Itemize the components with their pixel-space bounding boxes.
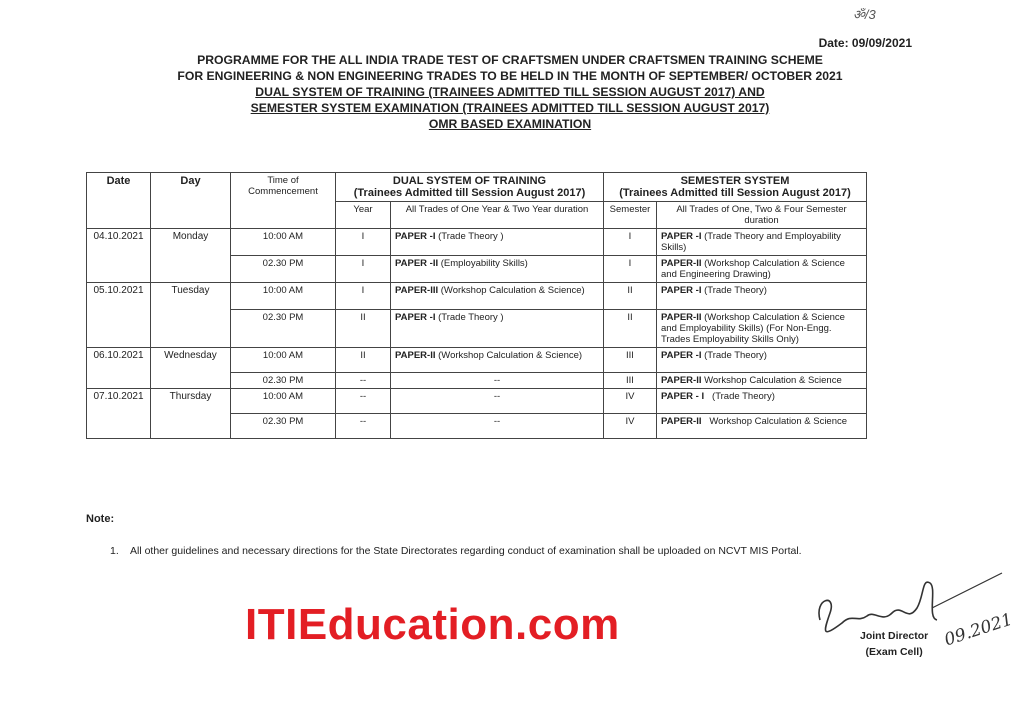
paper-desc: -- bbox=[493, 375, 501, 386]
paper-desc: (Workshop Calculation & Science and Engineering Drawing) bbox=[661, 258, 845, 280]
table-row bbox=[87, 283, 867, 310]
paper-desc: (Trade Theory) bbox=[701, 350, 767, 361]
time-cell: 02.30 PM bbox=[231, 310, 336, 348]
paper-label: PAPER -I bbox=[661, 231, 702, 242]
dual-paper-cell bbox=[391, 229, 604, 256]
year-cell: -- bbox=[336, 389, 391, 414]
year-cell: -- bbox=[336, 414, 391, 439]
day-cell: Thursday bbox=[151, 389, 231, 439]
title-line-3: DUAL SYSTEM OF TRAINING (TRAINEES ADMITTED TILL SESSION AUGUST 2017) AND bbox=[255, 85, 765, 99]
dual-paper-cell bbox=[391, 256, 604, 283]
semester-cell: II bbox=[604, 310, 657, 348]
time-cell: 10:00 AM bbox=[231, 229, 336, 256]
table-header-row bbox=[87, 173, 867, 202]
paper-desc: (Workshop Calculation & Science) bbox=[435, 350, 583, 361]
note-text: All other guidelines and necessary directions for the State Directorates regarding conduct of examination shall be uploaded on NCVT MIS Portal. bbox=[130, 545, 802, 557]
header-semester-system bbox=[604, 173, 867, 202]
paper-label: PAPER - I bbox=[661, 391, 705, 402]
dual-paper-cell bbox=[391, 414, 604, 439]
paper-label: PAPER-II bbox=[661, 258, 702, 269]
header-dual-trades: All Trades of One Year & Two Year duration bbox=[391, 202, 604, 229]
dual-paper-cell bbox=[391, 310, 604, 348]
semester-title: SEMESTER SYSTEM bbox=[680, 175, 790, 187]
semester-cell: II bbox=[604, 283, 657, 310]
paper-label: PAPER -I bbox=[395, 312, 436, 323]
paper-desc: Workshop Calculation & Science bbox=[701, 416, 848, 427]
paper-label: PAPER-II bbox=[395, 350, 436, 361]
header-semester: Semester bbox=[604, 202, 657, 229]
paper-desc: (Trade Theory ) bbox=[435, 231, 504, 242]
paper-desc: -- bbox=[493, 391, 501, 402]
table-row bbox=[87, 229, 867, 256]
svg-text:09.2021: 09.2021 bbox=[942, 609, 1016, 651]
semester-cell: IV bbox=[604, 389, 657, 414]
date-cell: 04.10.2021 bbox=[87, 229, 151, 283]
year-cell: -- bbox=[336, 373, 391, 389]
date-cell: 06.10.2021 bbox=[87, 348, 151, 389]
header-date: Date bbox=[87, 173, 151, 229]
semester-paper-cell bbox=[657, 414, 867, 439]
note-label: Note: bbox=[86, 513, 115, 525]
header-time: Time of Commencement bbox=[231, 173, 336, 229]
paper-desc: (Trade Theory) bbox=[701, 285, 767, 296]
dual-paper-cell bbox=[391, 373, 604, 389]
paper-desc: (Workshop Calculation & Science and Employability Skills) (For Non-Engg. Trades Employability Skills Only) bbox=[661, 312, 845, 345]
year-cell: II bbox=[336, 310, 391, 348]
dual-subtitle: (Trainees Admitted till Session August 2017) bbox=[353, 187, 586, 199]
document-titles bbox=[120, 52, 900, 132]
dual-paper-cell bbox=[391, 389, 604, 414]
paper-desc: (Trade Theory ) bbox=[435, 312, 504, 323]
paper-desc: (Trade Theory) bbox=[704, 391, 775, 402]
title-line-2: FOR ENGINEERING & NON ENGINEERING TRADES TO BE HELD IN THE MONTH OF SEPTEMBER/ OCTOBER 2021 bbox=[177, 69, 843, 83]
semester-cell: IV bbox=[604, 414, 657, 439]
table-row bbox=[87, 348, 867, 373]
time-cell: 10:00 AM bbox=[231, 348, 336, 373]
paper-label: PAPER-II bbox=[661, 416, 702, 427]
semester-paper-cell bbox=[657, 256, 867, 283]
year-cell: I bbox=[336, 229, 391, 256]
header-dual-system bbox=[336, 173, 604, 202]
paper-label: PAPER -I bbox=[395, 231, 436, 242]
paper-label: PAPER -II bbox=[395, 258, 439, 269]
date-cell: 07.10.2021 bbox=[87, 389, 151, 439]
semester-cell: I bbox=[604, 229, 657, 256]
time-cell: 10:00 AM bbox=[231, 283, 336, 310]
paper-desc: (Workshop Calculation & Science) bbox=[438, 285, 585, 296]
paper-desc: Workshop Calculation & Science bbox=[701, 375, 842, 386]
signatory-office: (Exam Cell) bbox=[865, 646, 923, 658]
paper-label: PAPER-II bbox=[661, 375, 702, 386]
year-cell: I bbox=[336, 256, 391, 283]
watermark: ITIEducation.com bbox=[245, 600, 620, 649]
paper-label: PAPER-III bbox=[395, 285, 439, 296]
day-cell: Monday bbox=[151, 229, 231, 283]
header-semester-trades: All Trades of One, Two & Four Semester duration bbox=[657, 202, 867, 229]
time-cell: 02.30 PM bbox=[231, 373, 336, 389]
time-cell: 10:00 AM bbox=[231, 389, 336, 414]
date-cell: 05.10.2021 bbox=[87, 283, 151, 348]
dual-paper-cell bbox=[391, 348, 604, 373]
title-line-1: PROGRAMME FOR THE ALL INDIA TRADE TEST OF CRAFTSMEN UNDER CRAFTSMEN TRAINING SCHEME bbox=[197, 53, 823, 67]
paper-label: PAPER-II bbox=[661, 312, 702, 323]
semester-cell: III bbox=[604, 348, 657, 373]
header-year: Year bbox=[336, 202, 391, 229]
dual-paper-cell bbox=[391, 283, 604, 310]
paper-desc: (Trade Theory and Employability Skills) bbox=[661, 231, 841, 253]
paper-desc: (Employability Skills) bbox=[438, 258, 528, 269]
semester-paper-cell bbox=[657, 348, 867, 373]
semester-paper-cell bbox=[657, 389, 867, 414]
semester-paper-cell bbox=[657, 310, 867, 348]
year-cell: II bbox=[336, 348, 391, 373]
signatory-block bbox=[860, 628, 928, 660]
note-number: 1. bbox=[110, 545, 119, 557]
semester-subtitle: (Trainees Admitted till Session August 2017) bbox=[619, 187, 851, 199]
semester-paper-cell bbox=[657, 373, 867, 389]
day-cell: Tuesday bbox=[151, 283, 231, 348]
paper-label: PAPER -I bbox=[661, 350, 702, 361]
note-item bbox=[110, 545, 802, 557]
table-row bbox=[87, 389, 867, 414]
document-date: Date: 09/09/2021 bbox=[818, 36, 912, 50]
semester-cell: I bbox=[604, 256, 657, 283]
header-day: Day bbox=[151, 173, 231, 229]
page-number: ॐ/3 bbox=[853, 7, 876, 22]
year-cell: I bbox=[336, 283, 391, 310]
title-line-4: SEMESTER SYSTEM EXAMINATION (TRAINEES ADMITTED TILL SESSION AUGUST 2017) bbox=[250, 101, 770, 115]
time-cell: 02.30 PM bbox=[231, 256, 336, 283]
day-cell: Wednesday bbox=[151, 348, 231, 389]
semester-cell: III bbox=[604, 373, 657, 389]
signatory-title: Joint Director bbox=[860, 630, 929, 642]
dual-title: DUAL SYSTEM OF TRAINING bbox=[392, 175, 547, 187]
semester-paper-cell bbox=[657, 283, 867, 310]
title-line-5: OMR BASED EXAMINATION bbox=[428, 117, 592, 131]
exam-schedule-table bbox=[86, 172, 867, 439]
time-cell: 02.30 PM bbox=[231, 414, 336, 439]
paper-desc: -- bbox=[493, 416, 501, 427]
semester-paper-cell bbox=[657, 229, 867, 256]
paper-label: PAPER -I bbox=[661, 285, 702, 296]
